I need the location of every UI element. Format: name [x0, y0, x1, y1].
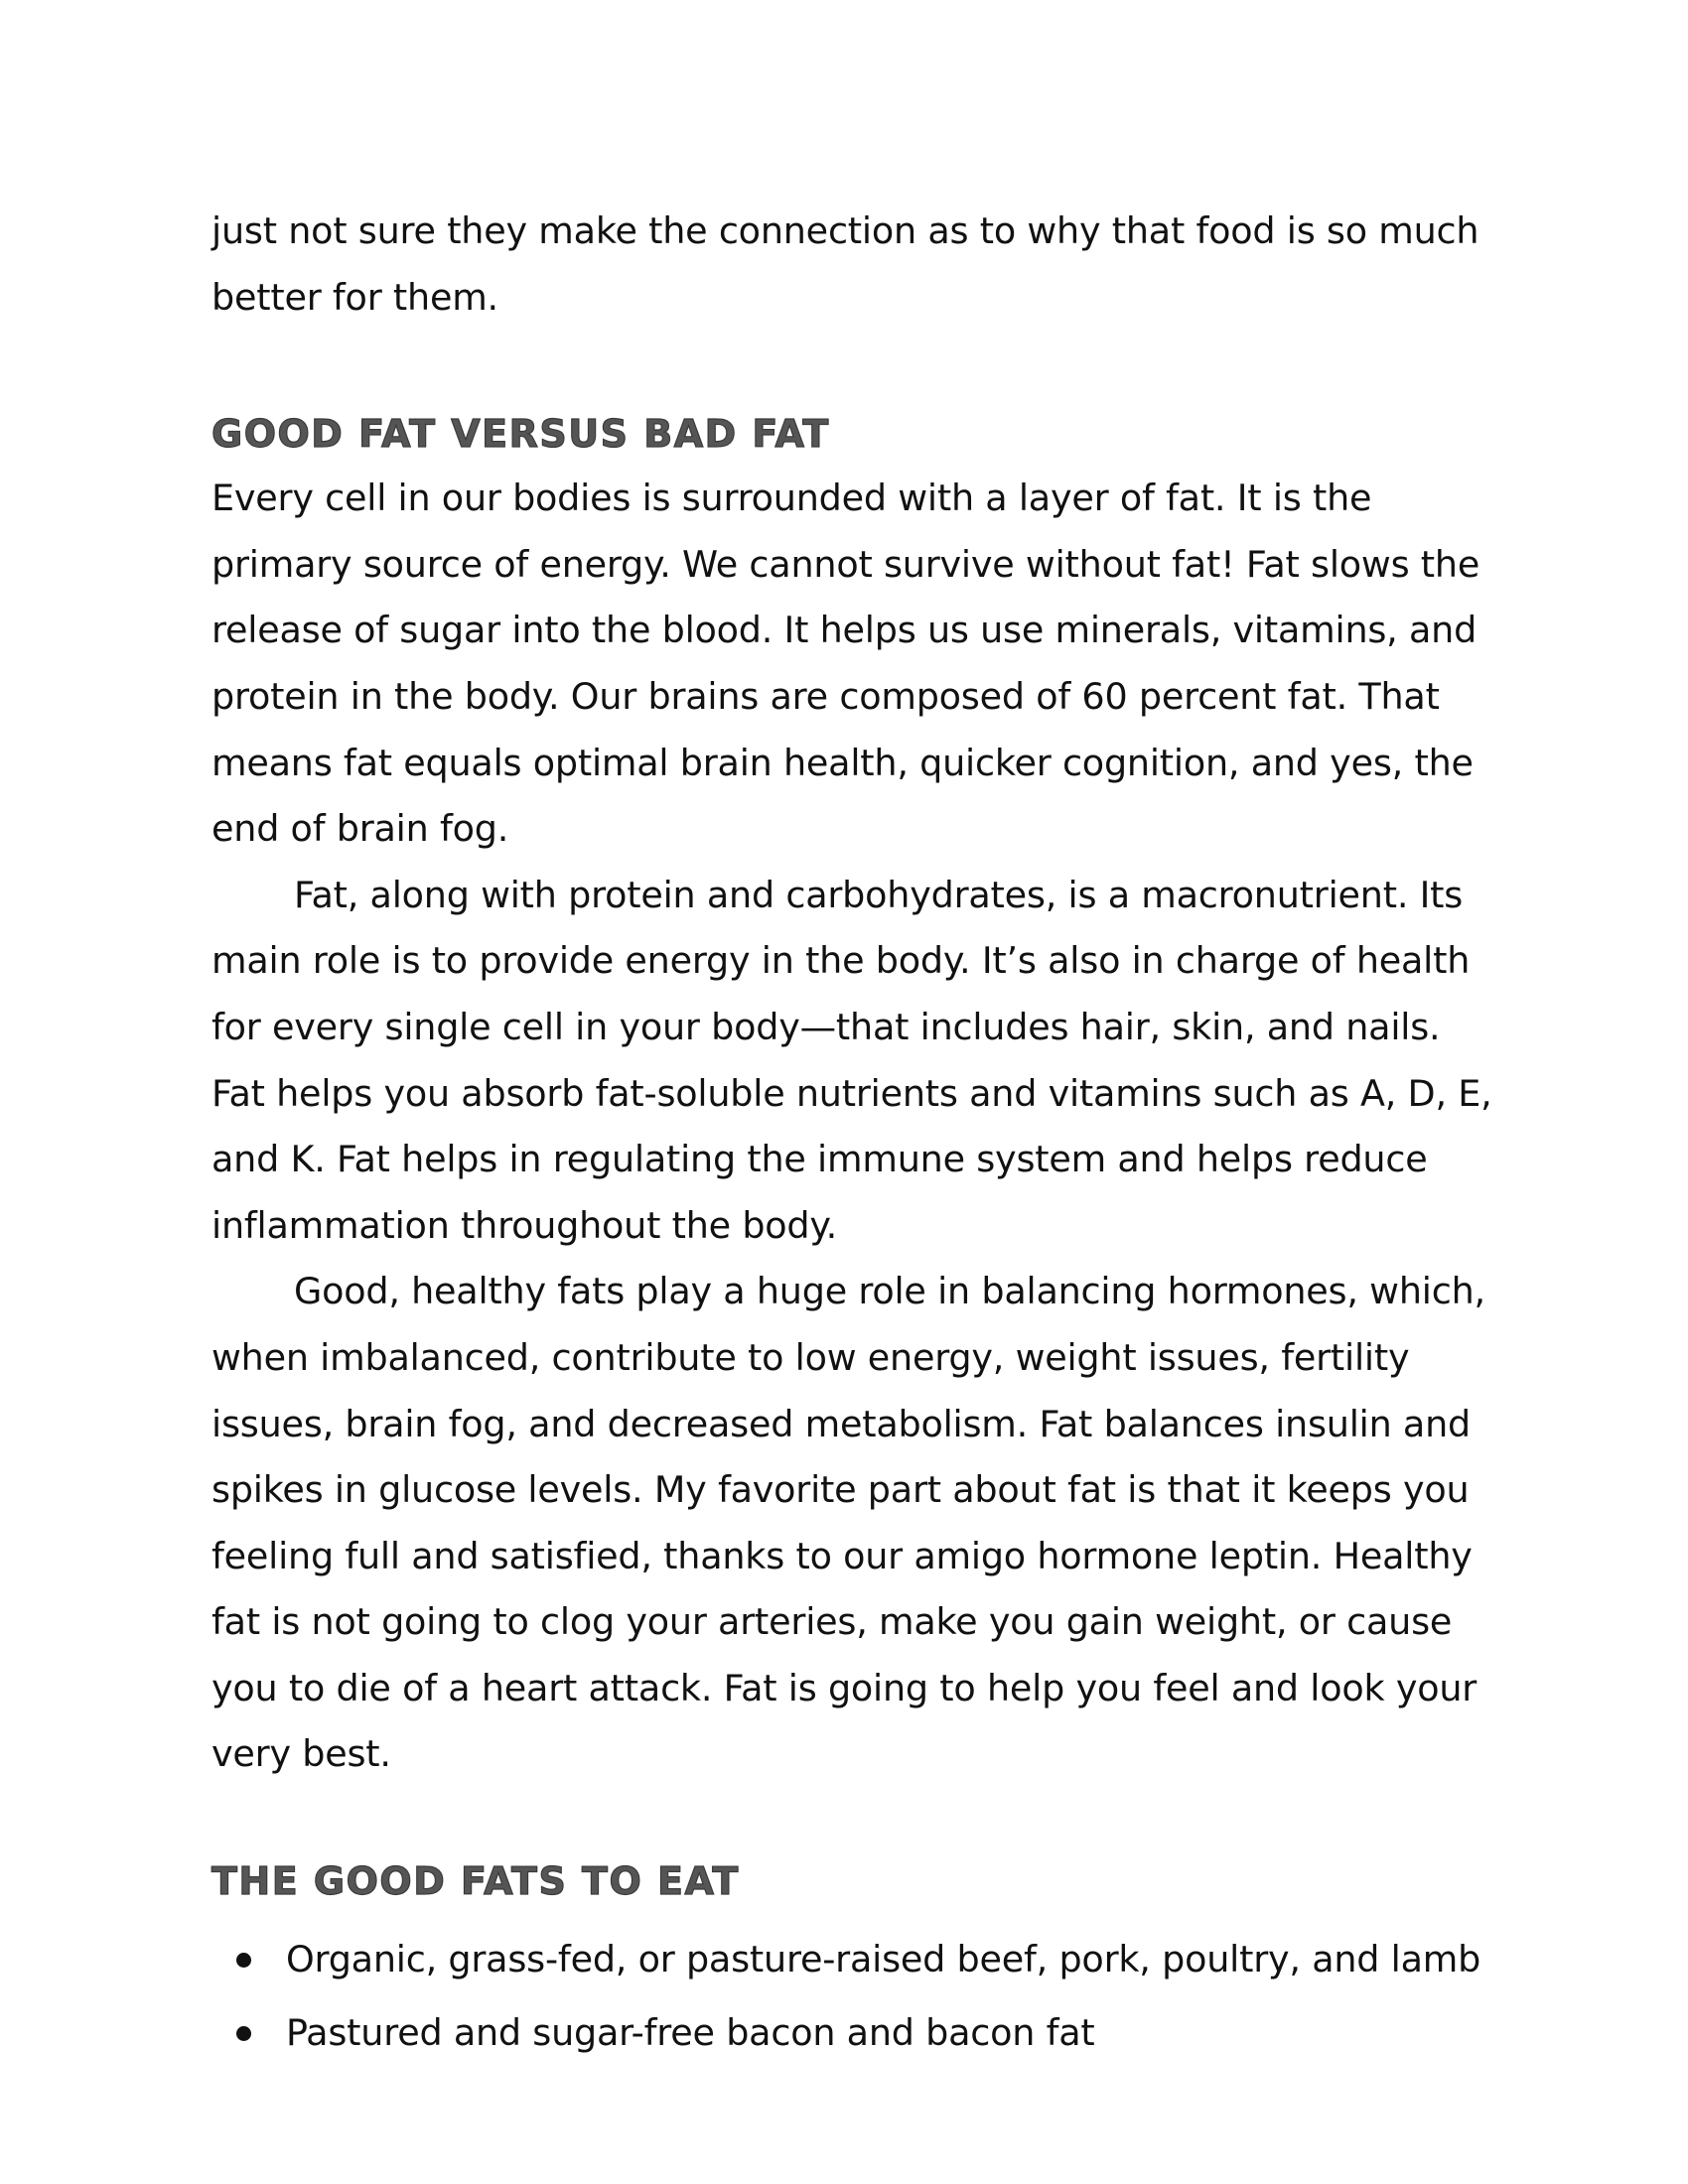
continued-paragraph: just not sure they make the connection as to why that food is so much better for them. [211, 209, 1479, 319]
section-heading-good-fat-versus-bad-fat: GOOD FAT VERSUS BAD FAT [211, 412, 830, 457]
bullet-icon [236, 2026, 251, 2041]
good-fats-list [211, 1923, 1502, 2070]
section-heading-good-fats-to-eat: THE GOOD FATS TO EAT [211, 1859, 740, 1904]
paragraph-fat-macronutrient: Fat, along with protein and carbohydrates, is a macronutrient. Its main role is to provide energy in the body. It’s also in charge of health for every single cell in your body—that includes hair, skin, and nails. Fat helps you absorb fat-soluble nutrients and vitamins such as A, D, E, and K. Fat helps in regulating the immune system and helps reduce inflammation throughout the body. [211, 873, 1492, 1247]
list-item [211, 1996, 1502, 2070]
paragraph-fat-energy: Every cell in our bodies is surrounded with a layer of fat. It is the primary source of energy. We cannot survive without fat! Fat slows the release of sugar into the blood. It helps us use minerals, vitamins, and protein in the body. Our brains are composed of 60 percent fat. That means fat equals optimal brain health, quicker cognition, and yes, the end of brain fog. [211, 477, 1480, 851]
list-item-text: Organic, grass-fed, or pasture-raised beef, pork, poultry, and lamb [286, 1938, 1481, 1981]
list-item-text: Pastured and sugar-free bacon and bacon fat [286, 2011, 1095, 2055]
list-item [211, 1923, 1502, 1996]
book-page [211, 199, 1502, 2070]
bullet-icon [236, 1953, 251, 1968]
paragraph-fat-hormones: Good, healthy fats play a huge role in balancing hormones, which, when imbalanced, contribute to low energy, weight issues, fertility issues, brain fog, and decreased metabolism. Fat balances insulin and spikes in glucose levels. My favorite part about fat is that it keeps you feeling full and satisfied, thanks to our amigo hormone leptin. Healthy fat is not going to clog your arteries, make you gain weight, or cause you to die of a heart attack. Fat is going to help you feel and look your very best. [211, 1270, 1485, 1776]
